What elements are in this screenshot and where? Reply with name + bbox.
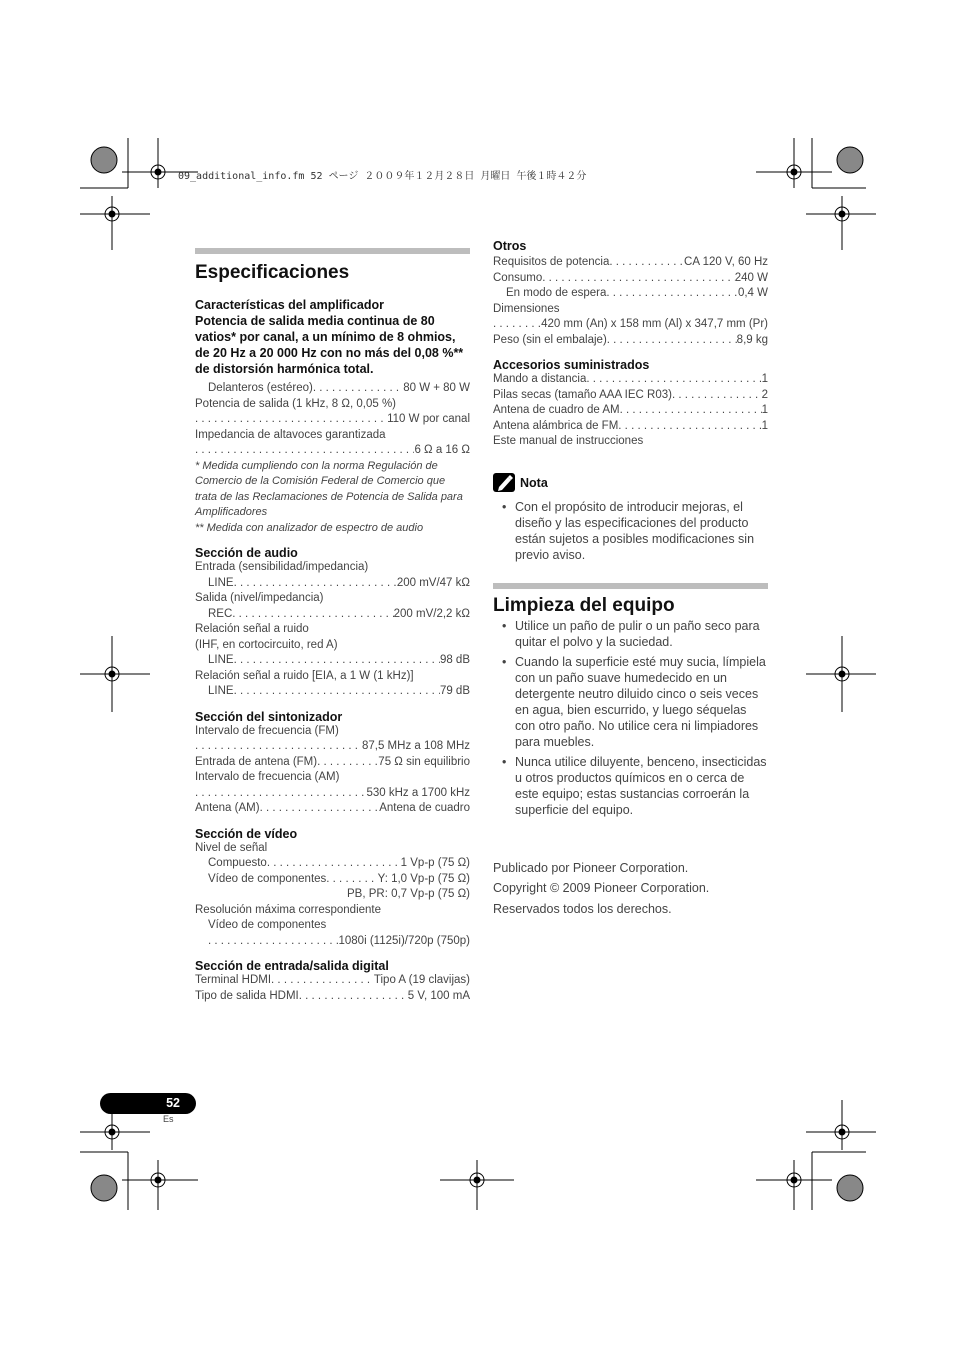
tuner-heading: Sección del sintonizador xyxy=(195,709,343,724)
accesorios-list xyxy=(493,372,768,450)
spec-row: Salida (nivel/impedancia) xyxy=(195,592,324,604)
spec-row: . . . 420 mm (An) x 158 mm (Al) x 347,7 mm (Pr) xyxy=(493,317,768,333)
spec-row: (IHF, en cortocircuito, red A) xyxy=(195,638,338,651)
right-column xyxy=(493,239,768,919)
audio-heading: Sección de audio xyxy=(195,546,298,560)
nota-heading: Nota xyxy=(520,475,548,490)
video-specs xyxy=(195,841,470,950)
spec-row: LINE . . . 200 mV/47 kΩ xyxy=(195,576,470,592)
spec-row: Entrada (sensibilidad/impedancia) xyxy=(195,561,369,573)
spec-row: Nivel de señal xyxy=(195,841,268,854)
spec-row: Pilas secas (tamaño AAA IEC R03) . . . 2 xyxy=(493,388,768,404)
amp-specs xyxy=(195,381,470,459)
left-column xyxy=(195,248,470,1004)
spec-row: Vídeo de componentes xyxy=(208,919,327,931)
spec-row: . . . 530 kHz a 1700 kHz xyxy=(195,786,470,802)
spec-row: Intervalo de frecuencia (FM) xyxy=(195,724,339,737)
pencil-note-icon xyxy=(493,473,515,492)
spec-row: Resolución máxima correspondiente xyxy=(195,903,382,916)
nota-header xyxy=(493,472,768,494)
spec-row: Antena de cuadro de AM . . . 1 xyxy=(493,403,768,419)
file-header-line: 09_additional_info.fm 52 ページ ２００９年１２月２８日 月曜日 午後１時４２分 xyxy=(178,171,587,182)
spec-row: Mando a distancia . . . 1 xyxy=(493,372,768,388)
spec-row: PB, PR: 0,7 Vp-p (75 Ω) xyxy=(346,888,470,900)
section-bar xyxy=(493,583,768,589)
amp-note-1: * Medida cumpliendo con la norma Regulación de Comercio de la Comisión Federal de Comercio que trata de las Reclamaciones de Potencia de Salida para Amplificadores xyxy=(195,459,463,518)
spec-row: En modo de espera . . . 0,4 W xyxy=(493,286,768,302)
list-item: • Utilice un paño de pulir o un paño seco para quitar el polvo y la suciedad. xyxy=(493,618,768,650)
spec-row: Delanteros (estéreo) . . . 80 W + 80 W xyxy=(195,381,470,397)
spec-row: . . . 6 Ω a 16 Ω xyxy=(195,443,470,459)
otros-specs xyxy=(493,255,768,348)
spec-row: Entrada de antena (FM) . . . 75 Ω sin equilibrio xyxy=(195,755,470,771)
spec-row: LINE . . . 79 dB xyxy=(195,684,470,700)
copyright-line: Copyright © 2009 Pioneer Corporation. xyxy=(493,881,710,895)
publisher-block xyxy=(493,858,768,920)
spec-row: Requisitos de potencia . . . CA 120 V, 60 Hz xyxy=(493,255,768,271)
spec-row: Intervalo de frecuencia (AM) xyxy=(195,771,340,783)
publisher-line: Publicado por Pioneer Corporation. xyxy=(493,860,689,875)
spec-row: Terminal HDMI . . . Tipo A (19 clavijas) xyxy=(195,973,470,989)
limpieza-list xyxy=(493,618,768,818)
amp-intro: Potencia de salida media continua de 80 vatios* por canal, a un mínimo de 8 ohmios, de 20 Hz a 20 000 Hz con no más del 0,08 %** de distorsión harmónica total. xyxy=(195,314,464,376)
section-bar xyxy=(195,248,470,254)
amp-note-2: ** Medida con analizador de espectro de audio xyxy=(195,521,424,534)
spec-row: LINE . . . 98 dB xyxy=(195,653,470,669)
rights-line: Reservados todos los derechos. xyxy=(493,901,672,916)
amp-heading: Características del amplificador xyxy=(195,298,384,312)
spec-row: Relación señal a ruido [EIA, a 1 W (1 kHz)] xyxy=(195,669,414,682)
digital-heading: Sección de entrada/salida digital xyxy=(195,959,389,973)
spec-row: Vídeo de componentes . . . Y: 1,0 Vp-p (75 Ω) xyxy=(195,872,470,888)
spec-row: . . . 110 W por canal xyxy=(195,412,470,428)
spec-row: Consumo . . . 240 W xyxy=(493,271,768,287)
especificaciones-title: Especificaciones xyxy=(195,262,350,283)
digital-specs xyxy=(195,973,470,1004)
list-item: • Nunca utilice diluyente, benceno, insecticidas u otros productos químicos en o cerca de este equipo; estas sustancias corroerán la superficie del equipo. xyxy=(493,754,768,818)
video-heading: Sección de vídeo xyxy=(195,826,298,841)
nota-bullet: • Con el propósito de introducir mejoras, el diseño y las especificaciones del producto están sujetos a posibles modificaciones sin previo aviso. xyxy=(493,499,768,563)
spec-row: Potencia de salida (1 kHz, 8 Ω, 0,05 %) xyxy=(195,397,397,410)
spec-row: . . . 87,5 MHz a 108 MHz xyxy=(195,739,470,755)
spec-row: Dimensiones xyxy=(493,302,560,315)
spec-row: Compuesto . . . 1 Vp-p (75 Ω) xyxy=(195,856,470,872)
spec-row: Antena alámbrica de FM . . . 1 xyxy=(493,419,768,435)
audio-specs xyxy=(195,560,470,700)
limpieza-title: Limpieza del equipo xyxy=(493,594,675,616)
spec-row: Peso (sin el embalaje) . . . 8,9 kg xyxy=(493,333,768,349)
list-item: • Cuando la superficie esté muy sucia, límpiela con un paño suave humedecido en un detergente neutro diluido cinco o seis veces en agua, bien escurrido, y luego séquelas con otro paño. No utilice cera ni limpiadores para muebles. xyxy=(493,654,768,750)
page-number: 52 xyxy=(100,1093,196,1114)
otros-heading: Otros xyxy=(493,239,527,253)
spec-row: REC . . . 200 mV/2,2 kΩ xyxy=(195,607,470,623)
language-code: Es xyxy=(163,1114,174,1124)
spec-row: Antena (AM) . . . Antena de cuadro xyxy=(195,801,470,817)
spec-row: Tipo de salida HDMI . . . 5 V, 100 mA xyxy=(195,989,470,1005)
spec-row: Impedancia de altavoces garantizada xyxy=(195,428,386,441)
spec-row: Relación señal a ruido xyxy=(195,623,309,635)
accesorios-heading: Accesorios suministrados xyxy=(493,358,650,372)
spec-row: Este manual de instrucciones xyxy=(493,435,644,447)
spec-row: . . . 1080i (1125i)/720p (750p) xyxy=(195,934,470,950)
tuner-specs xyxy=(195,724,470,817)
